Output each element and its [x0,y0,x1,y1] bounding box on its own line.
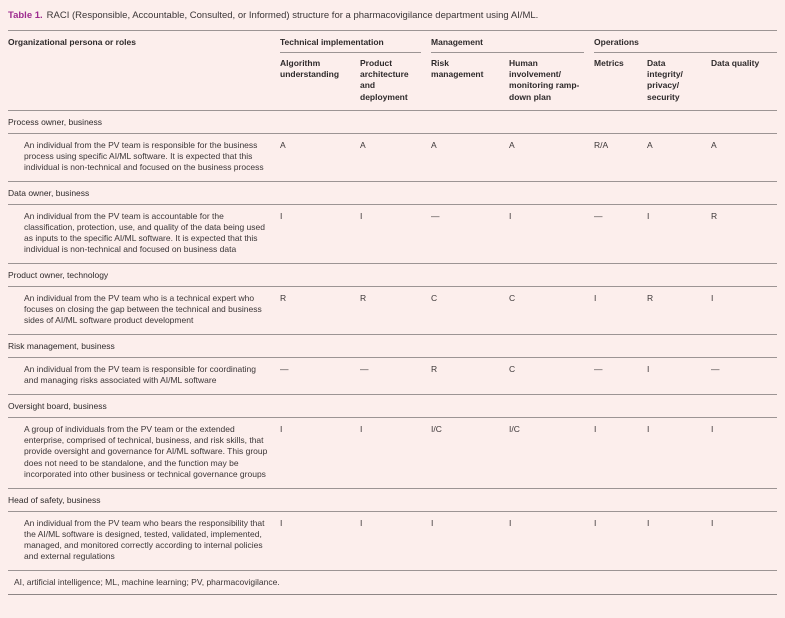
role-name: Product owner, technology [8,264,777,287]
role-name: Process owner, business [8,110,777,133]
raci-cell: I [280,424,283,435]
raci-cell: I [509,210,512,221]
col-product-architecture-deployment: Product architecture and deployment [360,53,431,110]
raci-cell: I [280,210,283,221]
raci-cell: A [647,139,653,150]
raci-cell: I [280,517,283,528]
raci-cell: I [360,210,363,221]
raci-cell: I [360,424,363,435]
raci-row-process-owner [8,133,777,181]
role-name: Head of safety, business [8,488,777,511]
raci-cell: I [360,517,363,528]
raci-cell: I [594,517,597,528]
raci-cell: I/C [431,424,442,435]
raci-cell: — [431,210,440,221]
col-algorithm-understanding: Algorithm understanding [280,53,360,110]
raci-table [8,30,777,595]
role-name: Oversight board, business [8,395,777,418]
table-footnote: AI, artificial intelligence; ML, machine learning; PV, pharmacovigilance. [8,570,777,594]
raci-cell: — [594,210,603,221]
role-description: An individual from the PV team is responsible for coordinating and managing risks associated with AI/ML software [24,364,256,386]
raci-cell: A [509,139,515,150]
raci-row-risk-management [8,358,777,395]
raci-row-oversight-board [8,418,777,488]
raci-cell: — [594,364,603,375]
col-data-integrity-privacy-security: Data integrity/ privacy/ security [647,53,711,110]
role-name: Data owner, business [8,181,777,204]
group-management [431,31,594,54]
table-header [8,31,777,110]
raci-cell: A [360,139,366,150]
raci-cell: A [431,139,437,150]
col-metrics: Metrics [594,53,647,110]
raci-cell: I [647,210,650,221]
table-footer [8,570,777,594]
role-row-product-owner [8,264,777,287]
group-management-label: Management [431,37,584,53]
raci-cell: I [711,517,714,528]
raci-cell: I [647,424,650,435]
raci-cell: C [509,364,516,375]
role-description: An individual from the PV team who is a technical expert who focuses on closing the gap between the technical and business sides of AI/ML software product development [24,293,262,326]
col-human-involvement-plan: Human involvement/ monitoring ramp-down plan [509,53,594,110]
raci-cell: R [711,210,718,221]
role-row-oversight-board [8,395,777,418]
raci-cell: — [280,364,289,375]
role-description: An individual from the PV team is accountable for the classification, protection, use, and quality of the data being used as inputs to the specific AI/ML software. It is expected that this individual is non-technical and focused on business data [24,210,265,254]
table-body [8,110,777,570]
role-description: An individual from the PV team is responsible for the business process using specific AI/ML software. It is expected that this individual is non-technical and focused on the business process [24,139,264,172]
raci-cell: R [360,293,367,304]
raci-cell: I/C [509,424,520,435]
raci-cell: — [711,364,720,375]
role-row-head-of-safety [8,488,777,511]
raci-cell: I [647,364,650,375]
footnote-row [8,570,777,594]
table-caption-label: Table 1. [8,10,43,21]
raci-row-data-owner [8,204,777,263]
group-technical-implementation-label: Technical implementation [280,37,421,53]
raci-row-head-of-safety [8,511,777,570]
raci-cell: I [711,293,714,304]
raci-cell: — [360,364,369,375]
raci-cell: A [280,139,286,150]
raci-cell: I [594,424,597,435]
raci-cell: I [509,517,512,528]
col-data-quality: Data quality [711,53,777,110]
raci-cell: R/A [594,139,609,150]
raci-cell: A [711,139,717,150]
raci-cell: C [431,293,438,304]
table-caption [8,10,777,22]
header-organizational-persona: Organizational persona or roles [8,31,280,110]
raci-cell: I [431,517,434,528]
group-operations-label: Operations [594,37,777,53]
role-name: Risk management, business [8,335,777,358]
raci-cell: R [647,293,654,304]
group-operations [594,31,777,54]
group-header-row [8,31,777,54]
raci-cell: R [280,293,287,304]
raci-row-product-owner [8,287,777,335]
role-row-risk-management [8,335,777,358]
role-description: An individual from the PV team who bears the responsibility that the AI/ML software is designed, tested, validated, implemented, managed, and monitored correctly according to internal policies and external regulations [24,517,265,561]
raci-cell: C [509,293,516,304]
group-technical-implementation [280,31,431,54]
role-row-process-owner [8,110,777,133]
table-caption-text: RACI (Responsible, Accountable, Consulted, or Informed) structure for a pharmacovigilance department using AI/ML. [46,10,539,21]
col-risk-management: Risk management [431,53,509,110]
raci-cell: R [431,364,438,375]
raci-cell: I [594,293,597,304]
role-description: A group of individuals from the PV team or the extended enterprise, comprised of technical, business, and risk skills, that provide oversight and governance for AI/ML software. This group does not need to be standalone, and the function may be incorporated into other business or technical governance groups [24,424,268,479]
role-row-data-owner [8,181,777,204]
raci-cell: I [711,424,714,435]
raci-cell: I [647,517,650,528]
